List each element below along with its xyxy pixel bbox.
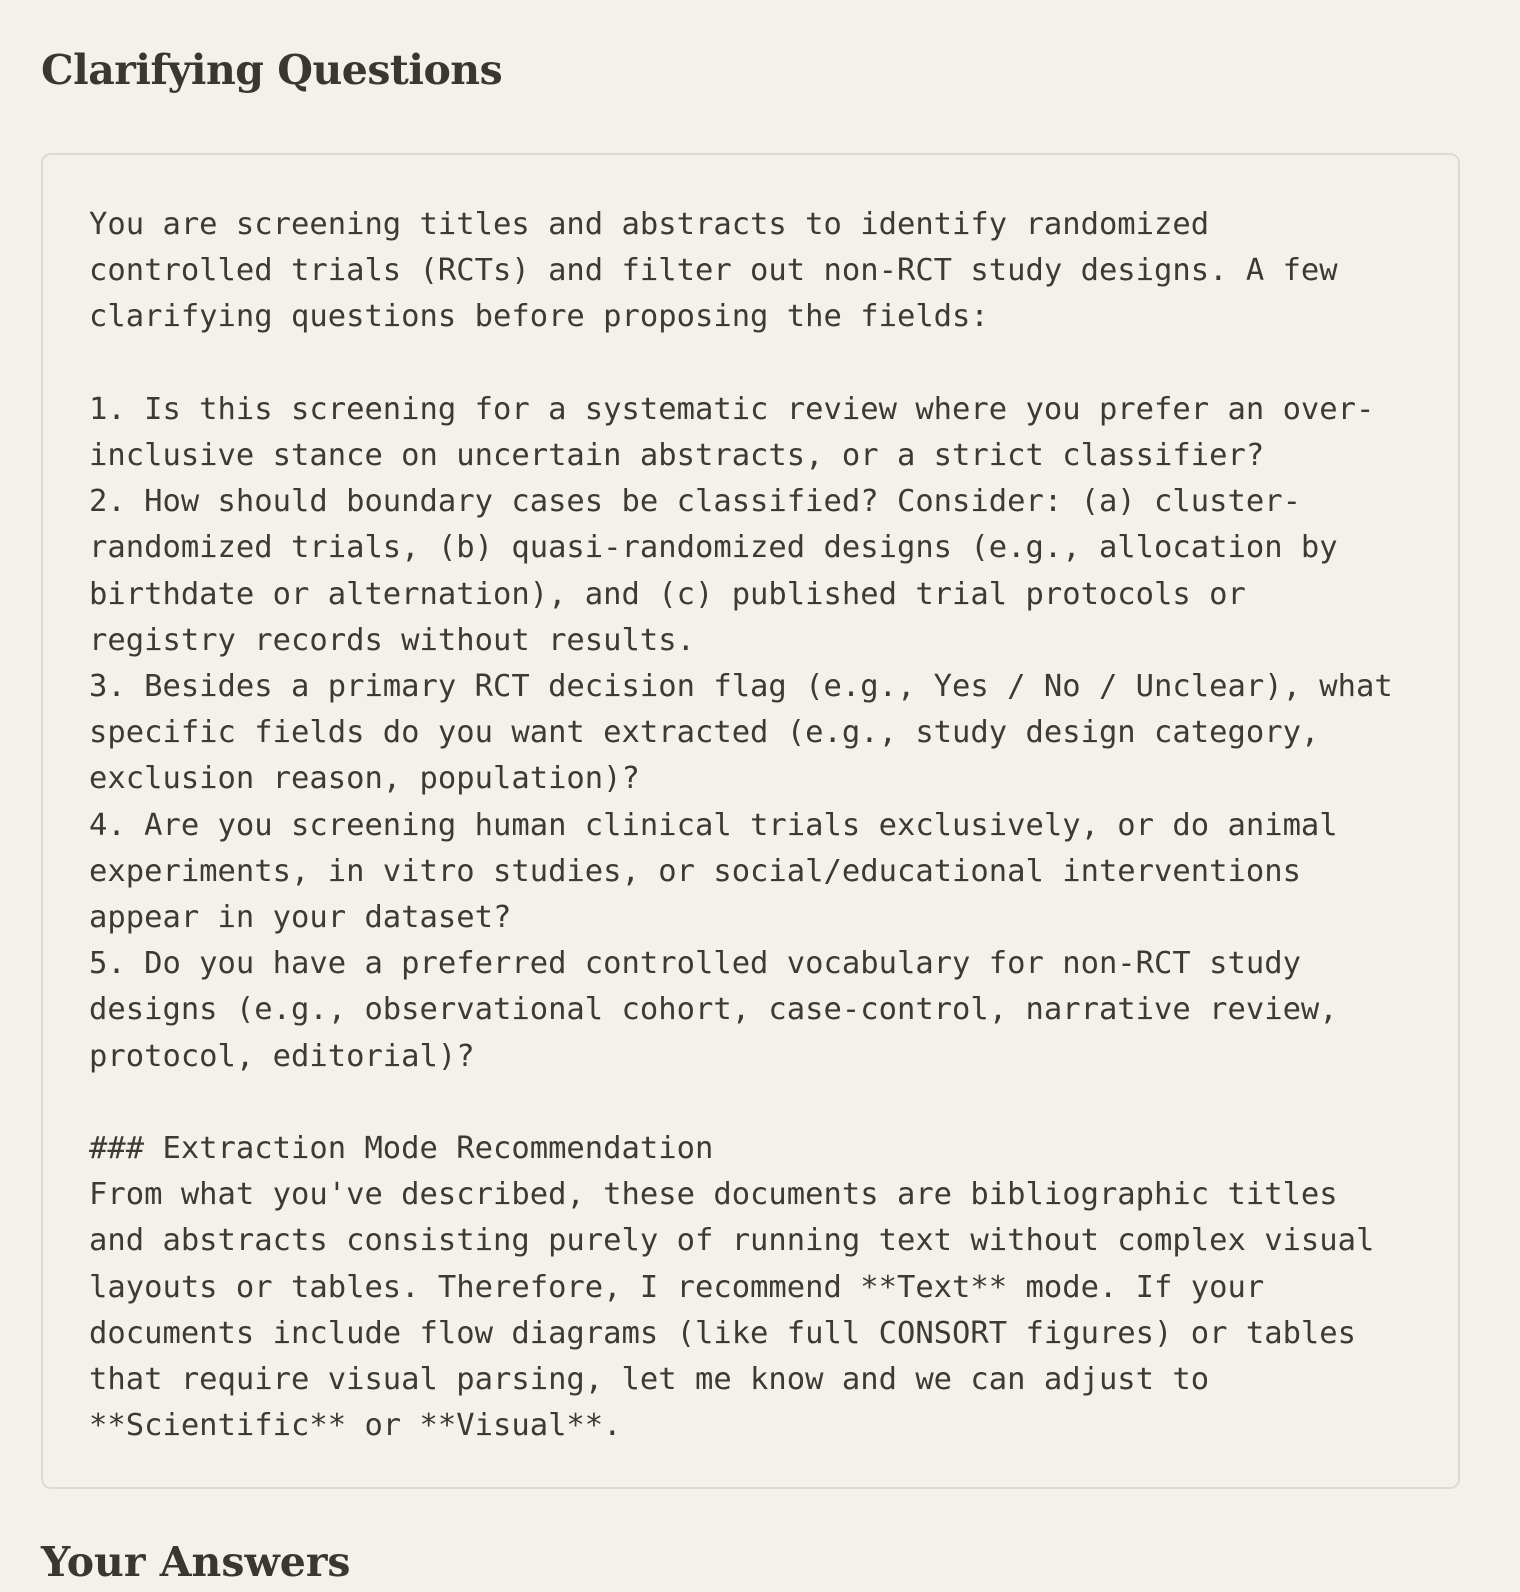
clarifying-questions-box (41, 153, 1460, 1489)
clarifying-questions-text: You are screening titles and abstracts to identify randomized controlled trials (RCTs) and filter out non-RCT study designs. A few clarifying questions before proposing the fields: 1. Is this screening for a systematic review where you prefer an over- inclusive stance on uncertain abstracts, or a strict classifier? 2. How should boundary cases be classified? Consider: (a) cluster- randomized trials, (b) quasi-randomized designs (e.g., allocation by birthdate or alternation), and (c) published trial protocols or registry records without results. 3. Besides a primary RCT decision flag (e.g., Yes / No / Unclear), what specific fields do you want extracted (e.g., study design category, exclusion reason, population)? 4. Are you screening human clinical trials exclusively, or do animal experiments, in vitro studies, or social/educational interventions appear in your dataset? 5. Do you have a preferred controlled vocabulary for non-RCT study designs (e.g., observational cohort, case-control, narrative review, protocol, editorial)? ### Extraction Mode Recommendation From what you've described, these documents are bibliographic titles and abstracts consisting purely of running text without complex visual layouts or tables. Therefore, I recommend **Text** mode. If your documents include flow diagrams (like full CONSORT figures) or tables that require visual parsing, let me know and we can adjust to **Scientific** or **Visual**. (89, 207, 1393, 1444)
next-section-heading: Your Answers (41, 1538, 351, 1586)
page-title: Clarifying Questions (41, 46, 503, 94)
